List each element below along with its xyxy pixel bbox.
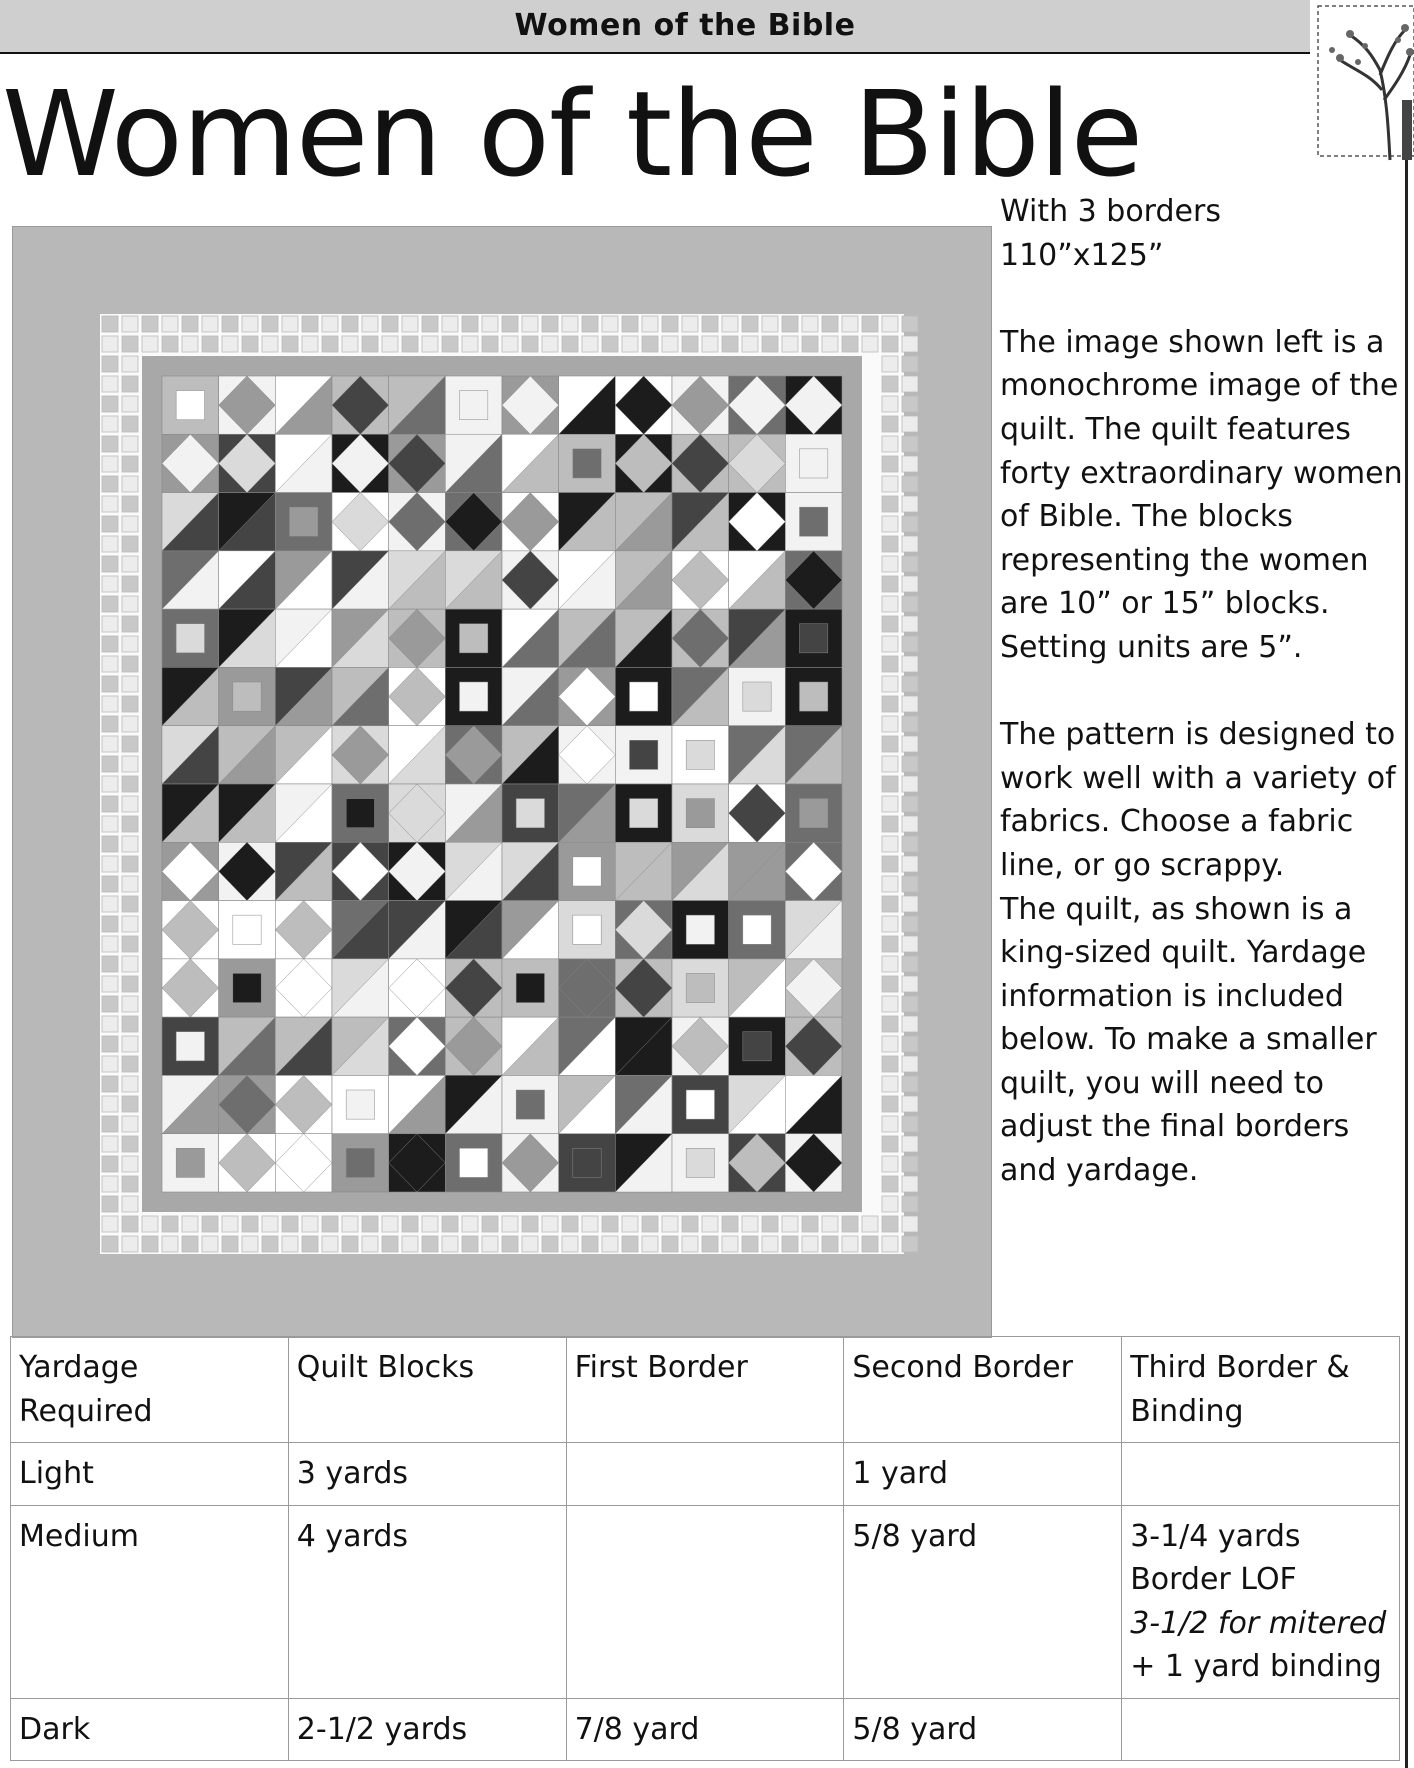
- size-note: 110”x125”: [1000, 237, 1164, 273]
- table-cell: [1122, 1505, 1400, 1698]
- table-header-row: [11, 1337, 1400, 1443]
- header-title: Women of the Bible: [514, 8, 856, 43]
- column-header: First Border: [566, 1337, 844, 1443]
- sidebar-text: [1000, 190, 1405, 1193]
- table-row: [11, 1443, 1400, 1506]
- table-row: [11, 1698, 1400, 1761]
- row-label: Dark: [11, 1698, 289, 1761]
- table-cell: 4 yards: [288, 1505, 566, 1698]
- tree-decoration-icon: [1310, 0, 1414, 170]
- third-border-line: 3-1/2 for mitered: [1130, 1605, 1387, 1641]
- third-border-line: + 1 yard binding: [1130, 1649, 1382, 1684]
- table-cell: [566, 1505, 844, 1698]
- quilt-image: [12, 226, 992, 1338]
- third-border-line: Border LOF: [1130, 1562, 1297, 1597]
- fabric-paragraph: The pattern is designed to work well with a variety of fabrics. Choose a fabric line, or go scrappy.: [1000, 717, 1396, 883]
- column-header: Quilt Blocks: [288, 1337, 566, 1443]
- column-header: Yardage Required: [11, 1337, 289, 1443]
- table-cell: 5/8 yard: [844, 1505, 1122, 1698]
- size-paragraph: The quilt, as shown is a king-sized quilt. Yardage information is included below. To make a smaller quilt, you will need to adjust the final borders and yardage.: [1000, 891, 1377, 1189]
- table-row: [11, 1505, 1400, 1698]
- column-header: Second Border: [844, 1337, 1122, 1443]
- description-paragraph: The image shown left is a monochrome image of the quilt. The quilt features forty extraordinary women of Bible. The blocks representing the women are 10” or 15” blocks. Setting units are 5”.: [1000, 324, 1403, 665]
- third-border-line: 3-1/4 yards: [1130, 1518, 1301, 1554]
- column-header: Third Border & Binding: [1122, 1337, 1400, 1443]
- table-cell: 1 yard: [844, 1443, 1122, 1506]
- table-cell: [566, 1443, 844, 1506]
- table-cell: 5/8 yard: [844, 1698, 1122, 1761]
- table-cell: 3 yards: [288, 1443, 566, 1506]
- yardage-table: [10, 1336, 1400, 1761]
- table-cell: [1122, 1698, 1400, 1761]
- table-cell: 7/8 yard: [566, 1698, 844, 1761]
- page-title: Women of the Bible: [2, 65, 1143, 203]
- row-label: Light: [11, 1443, 289, 1506]
- table-cell: 2-1/2 yards: [288, 1698, 566, 1761]
- table-cell: [1122, 1443, 1400, 1506]
- row-label: Medium: [11, 1505, 289, 1698]
- right-rule: [1405, 160, 1408, 1768]
- borders-note: With 3 borders: [1000, 194, 1221, 229]
